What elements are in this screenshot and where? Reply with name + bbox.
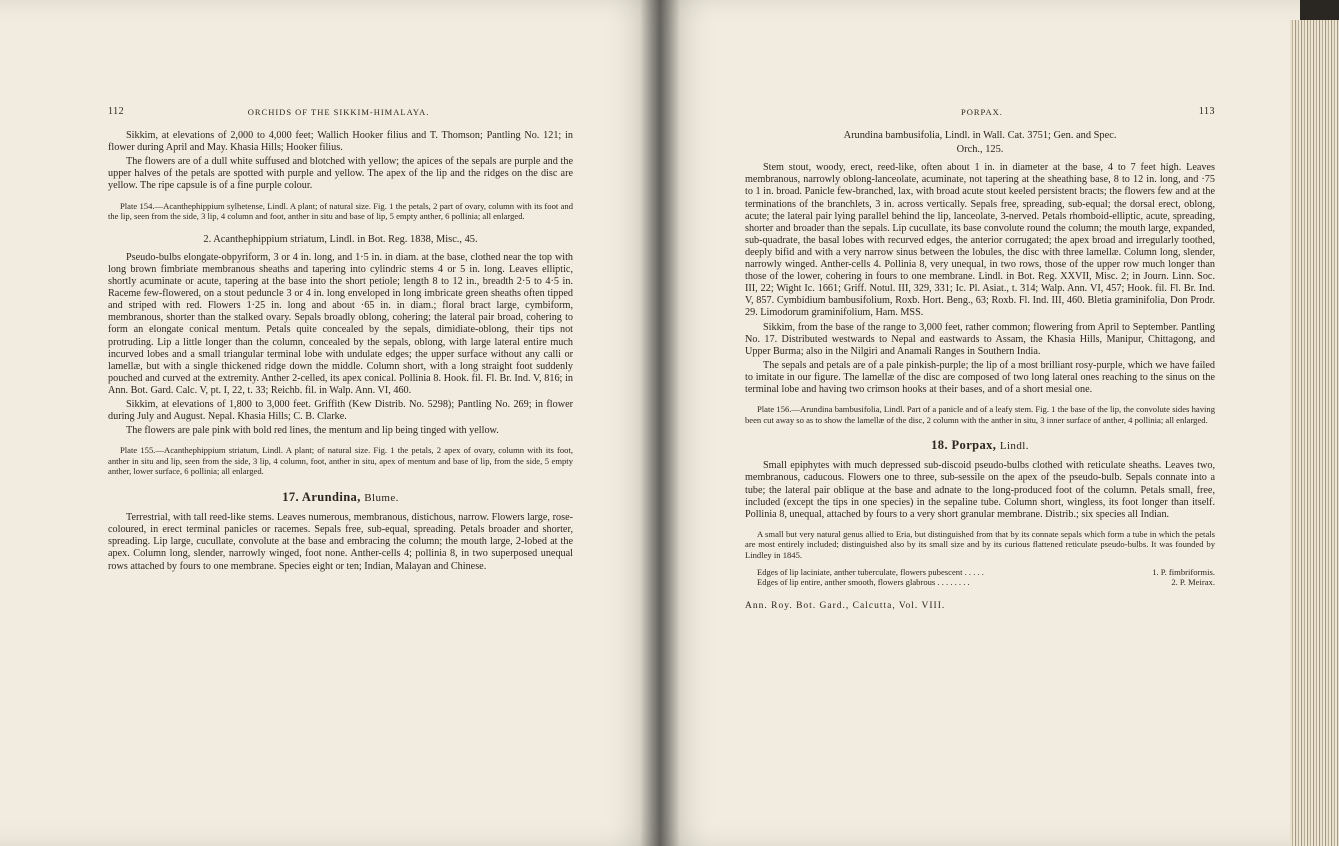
left-intro-paragraph-2: The flowers are of a dull white suffused and blotched with yellow; the apices of the sepals are purple and the upper halves of the petals are spotted with purple and yellow. The apex of the lip and the ridges on the disc are yellow. The ripe capsule is of a fine purple colour. [108,156,573,192]
species-heading-line-1: Arundina bambusifolia, Lindl. in Wall. Cat. 3751; Gen. and Spec. [843,130,1117,142]
journal-footer: Ann. Roy. Bot. Gard., Calcutta, Vol. VIII. [745,600,946,611]
species-2-colour: The flowers are pale pink with bold red lines, the mentum and lip being tinged with yellow. [126,425,499,437]
key-result: 2. P. Meirax. [1171,577,1215,588]
left-intro-paragraph-1: Sikkim, at elevations of 2,000 to 4,000 feet; Wallich Hooker filius and T. Thomson; Pantling No. 121; in flower during April and May. Khasia Hills; Hooker filius. [108,130,573,154]
key-lead: Edges of lip entire, anther smooth, flowers glabrous . . . . . . . . [757,577,970,588]
genus-17-heading [108,491,573,504]
arundina-description: Stem stout, woody, erect, reed-like, often about 1 in. in diameter at the base, 4 to 7 feet high. Leaves membranous, narrowly oblong-lanceolate, acuminate, not tapering at the sheathing base, 8 to 12 in. long, and ·75 to 1 in. broad. Panicle few-branched, lax, with broad acute stout keeled persistent bracts; the flowers few and at the terminations of the branchlets, 3 in. across vertically. Sepals free, spreading, sub-equal; the dorsal erect, oblong, acute; the lateral pair lying parallel behind the lip, lanceolate, 3-nerved. Petals rhomboid-elliptic, acute, spreading, shorter and broader than the sepals. Lip cucullate, its base convolute round the column; the mouth large, expanded, sub-quadrate, the basal lobes with recurved edges, the anterior corrugated; the apex broad and irregularly toothed, deeply bifid and with a very narrow sinus between the lobules, the disc with three lamellæ. Column long, slender, narrowly winged. Anther-cells 4. Pollinia 8, very unequal, in two rows, those of the upper row much longer than those of the lower, cohering in fours to one membrane. Lindl. in Bot. Reg. XXVII, Misc. 2; in Journ. Linn. Soc. III, 22; Wight Ic. 1661; Griff. Notul. III, 329, 331; Ic. Pl. Asiat., t. 314; Walp. Ann. VI, 457; Hook. fil. Fl. Br. Ind. V, 857. Cymbidium bambusifolium, Roxb. Hort. Beng., 63; Roxb. Fl. Ind. III, 460. Bletia graminifolia, Don Prodr. 29. Limodorum graminifolium, Ham. MSS. [745,162,1215,319]
genus-17-description: Terrestrial, with tall reed-like stems. Leaves numerous, membranous, distichous, narrow. Flowers large, rose-coloured, in erect terminal panicles or racemes. Sepals free, sub-equal, spreading. Petals broader and shorter, spreading. Lip large, cucullate, convolute at the base and embracing the column; the mouth large, 2-lobed at the apex. Column long, slender, narrowly winged, foot none. Anther-cells 4; pollinia 8, in two superposed unequal rows attached by fours to one membrane. Species eight or ten; Indian, Malayan and Chinese. [108,512,573,572]
arundina-colour: The sepals and petals are of a pale pinkish-purple; the lip of a most brilliant rosy-purple, which we have failed to imitate in our figure. The lamellæ of the disc are composed of two long lateral ones reaching to the sinus on the terminal lobe and having two crimson hooks at their bases, and of a short mesial one. [745,359,1215,395]
left-page-number: 112 [108,106,125,117]
species-heading-line-2: Orch., 125. [956,144,1004,156]
species-2-description: Pseudo-bulbs elongate-obpyriform, 3 or 4 in. long, and 1·5 in. in diam. at the base, clothed near the top with long brown fimbriate membranous sheaths and tapering into cylindric stems 4 or 5 in. long. Leaves elliptic, shortly acuminate or acute, tapering at the base into the short petiole; length 8 to 12 in., breadth 2·5 to 4·5 in. Raceme few-flowered, on a stout peduncle 3 or 4 in. long enveloped in long imbricate green sheaths often tipped and striped with red. Flowers 1·25 in. long and about ·65 in. in diam.; floral bract large, cymbiform, membranous, shorter than the stalked ovary. Sepals broadly oblong, cohering; the lateral pair broad, cohering to form an elongate conical mentum. Petals quite concealed by the sepals, dimidiate-oblong, their tips not protruding. Lip a little longer than the column, concealed by the sepals, oblong, with large lateral entire much incurved lobes and a small triangular terminal lobe with undulate edges; the upper surface without any calli or lamellæ, but with a single thickened ridge down the middle. Column short, with a long straight foot suddenly pouched and curved at the extremity. Anther 2-celled, its apex conical. Pollinia 8. Hook. fil. Fl. Br. Ind. V, 816; in Ann. Bot. Gard. Calc. V, pt. I, 22, t. 33; Reichb. fil. in Walp. Ann. VI, 460. [108,251,573,396]
plate-154-caption: Plate 154.—Acanthephippium sylhetense, Lindl. A plant; of natural size. Fig. 1 the petals, 2 part of ovary, column with its foot and the lip, seen from the side, 3 lip, 4 column and foot, anther in situ and base of lip, 5 empty anther, 6 pollinia; all enlarged. [108,200,573,222]
right-running-head: PORPAX. [960,107,1003,117]
left-page [0,0,660,846]
key-lead: Edges of lip laciniate, anther tuberculate, flowers pubescent . . . . . [757,566,984,577]
genus-18-author: Lindl. [999,440,1029,453]
left-running-head: ORCHIDS OF THE SIKKIM-HIMALAYA. [247,107,430,117]
key-result: 1. P. fimbriformis. [1152,566,1215,577]
right-page-number: 113 [1198,106,1215,117]
left-page-header [108,106,573,118]
genus-17-author: Blume. [364,492,399,505]
species-key-row [745,577,1215,588]
plate-156-caption: Plate 156.—Arundina bambusifolia, Lindl. Part of a panicle and of a leafy stem. Fig. 1 the base of the lip, the convolute sides having been cut away so as to show the lamellæ of the disc, 2 column with the anther in situ, 3 inner surface of anther, 4 pollinia; all enlarged. [745,404,1215,425]
arundina-distribution: Sikkim, from the base of the range to 3,000 feet, rather common; flowering from April to September. Pantling No. 17. Distributed westwards to Nepal and eastwards to Assam, the Khasia Hills, Manipur, Chittagong, and Upper Burma; also in the Nilgiri and Anamali Ranges in Southern India. [745,321,1215,357]
species-2-heading: 2. Acanthephippium striatum, Lindl. in Bot. Reg. 1838, Misc., 45. [203,233,478,245]
genus-18-heading [745,439,1215,452]
species-2-distribution: Sikkim, at elevations of 1,800 to 3,000 feet. Griffith (Kew Distrib. No. 5298); Pantling No. 269; in flower during July and August. Nepal. Khasia Hills; C. B. Clarke. [108,398,573,423]
plate-155-caption: Plate 155.—Acanthephippium striatum, Lindl. A plant; of natural size. Fig. 1 the petals, 2 apex of ovary, column with its foot, anther in situ and lip, seen from the side, 3 lip, 4 column, foot, anther in situ, apex of mentum and base of lip, from the side, 5 empty anther, lower surface, 6 pollinia; all enlarged. [108,445,573,477]
right-page-header [745,106,1215,118]
right-text-column [745,106,1215,612]
book-spine [640,0,680,846]
left-text-column [108,106,573,575]
genus-18-name: 18. Porpax, [931,438,997,453]
page-edges [1290,20,1339,846]
genus-18-note: A small but very natural genus allied to Eria, but distinguished from that by its connate sepals which form a tube in which the petals are most entirely included; distinguished also by its small size and by its curious flattened reticulate pseudo-bulbs. It was founded by Lindley in 1845. [745,528,1215,560]
genus-17-name: 17. Arundina, [282,490,361,505]
species-key-row [745,567,1215,578]
genus-18-description: Small epiphytes with much depressed sub-discoid pseudo-bulbs clothed with reticulate sheaths. Leaves two, membranous, caducous. Flowers one to three, sub-sessile on the apex of the pseudo-bulb. Sepals connate into a tube; the lateral pair oblique at the base and adnate to the long-produced foot of the column. Petals small, free, included (except the tips in one species) in the sepaline tube. Column short, wingless, its foot longer than itself. Pollinia 8, unequal, attached by fours to a very short granular membrane. Distrib.; six species all Indian. [745,460,1215,520]
